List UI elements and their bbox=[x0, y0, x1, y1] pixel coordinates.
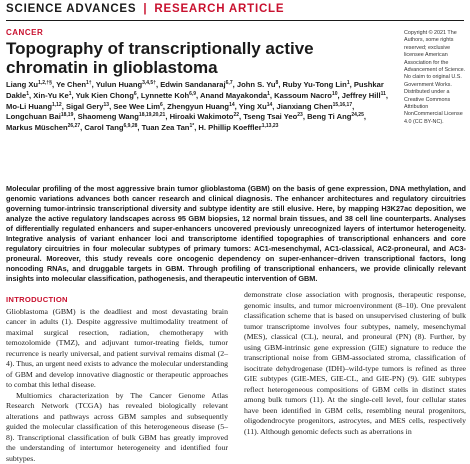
author-name: Yuk Kien Chong bbox=[76, 91, 134, 100]
author[interactable] bbox=[274, 91, 337, 100]
author-name: Ruby Yu-Tong Lin bbox=[283, 80, 347, 89]
author-name: Hiroaki Wakimoto bbox=[170, 112, 234, 121]
author[interactable] bbox=[277, 102, 353, 111]
masthead-separator: | bbox=[143, 3, 147, 15]
journal-masthead bbox=[6, 3, 464, 15]
author[interactable] bbox=[84, 123, 137, 132]
author-name: Ye Chen bbox=[56, 80, 86, 89]
author[interactable] bbox=[142, 123, 195, 132]
author[interactable] bbox=[243, 112, 303, 121]
author[interactable] bbox=[342, 91, 386, 100]
author-affiliation: 1,12 bbox=[52, 102, 62, 108]
intro-paragraph-2: Multiomics characterization by The Cancer Genome Atlas Research Network (TCGA) has revealed biologically relevant alterations and pathways across GBM samples and subsequently guided the molecular classification of this heterogeneous disease (5–8). Transcriptional classification of bulk GBM has greatly improved the understanding of intertumor heterogeneity and identified four subtypes. bbox=[6, 391, 228, 464]
author-list: Liang $Xu^{1,2,\dagger\S}$, Ye Chen$^{1\dagger}$, Yulun Huang$^{3,4,5\dagger}$, Edwin Sandanaraj$^{6,7}$, John S. Yu$^8$, Ruby Yu-Tong Lin$^1$, Pushkar Dakle$^1$, Xin-Yu Ke$^1$, Yuk Kien Chong$^6$, Lynnette Koh$^{6,9}$, Anand Mayakonda$^1$, Kassoum Nacro$^{10}$, Jeffrey Hill$^{11}$, Mo-Li Huang$^{1,12}$, Sigal Gery$^{13}$, See Wee Lim$^6$, Zhengyun Huang$^{14}$, Ying Xu$^{14}$, Jianxiang Chen$^{15,16,17}$, Longchuan Bai$^{18,19}$, Shaomeng Wang$^{18,19,20,21}$, Hiroaki Wakimoto$^{22}$, Tseng Tsai Yeo$^{23}$, Beng Ti Ang$^{24,25}$, Markus Müschen$^{26,27}$, Carol Tang$^{6,9,28}$, Tuan Zea Tan$^{1*}$, H. Phillip Koeffler$^{1,13,23}$ bbox=[6, 80, 394, 134]
author-affiliation: 26,27 bbox=[68, 123, 81, 129]
author[interactable] bbox=[76, 91, 137, 100]
author[interactable] bbox=[96, 80, 156, 89]
author-name: Xin-Yu Ke bbox=[33, 91, 68, 100]
author[interactable] bbox=[33, 91, 71, 100]
intro-paragraph-3: demonstrate close association with prognosis, therapeutic response, genomic insults, and tumor microenvironment (8–10). One prevalent classification scheme that is based on unsupervised clustering of bulk tumor transcriptome involves four subtypes, namely, mesenchymal (MES), classical (CL), neural, and proneural (PN) (8). Further, by using GBM-intrinsic gene expression (GIE) signature to reduce the transcriptional noise from GBM-associated stroma, classification of isocitrate dehydrogenase (IDH)–wild-type tumors is refined as three GIE subtypes (GIE-MES, GIE-CL, and GIE-PN) (9). GIE subtypes reflect heterogeneous compositions of GBM cells in distinct states among bulk tumors (11). At the single-cell level, four cellular states have been identified in GBM cells, resembling neural progenitors, oligodendrocyte progenitors, astrocytes, and MES cells, respectively (11). Although genomic defects such as aberrations in bbox=[244, 290, 466, 437]
subject-category[interactable]: CANCER bbox=[6, 28, 43, 37]
body-column-right bbox=[244, 290, 466, 428]
author-affiliation: 6 bbox=[134, 91, 137, 97]
author-name: See Wee Lim bbox=[113, 102, 160, 111]
author-affiliation: 1† bbox=[86, 80, 92, 86]
author[interactable] bbox=[167, 102, 235, 111]
author-name: Tseng Tsai Yeo bbox=[243, 112, 297, 121]
author-name: Liang Xu bbox=[6, 80, 38, 89]
author-affiliation: 1 bbox=[26, 91, 29, 97]
author[interactable] bbox=[237, 80, 278, 89]
author[interactable] bbox=[6, 123, 80, 132]
author[interactable] bbox=[6, 80, 52, 89]
author-affiliation: 1 bbox=[347, 80, 350, 86]
author-affiliation: 15,16,17 bbox=[333, 102, 352, 108]
section-heading-introduction: INTRODUCTION bbox=[6, 295, 228, 306]
body-column-left bbox=[6, 295, 228, 428]
author-name: John S. Yu bbox=[237, 80, 276, 89]
author-affiliation: 1 bbox=[69, 91, 72, 97]
author-name: Lynnette Koh bbox=[141, 91, 189, 100]
author-name: Jeffrey Hill bbox=[342, 91, 381, 100]
intro-paragraph-1: Glioblastoma (GBM) is the deadliest and most devastating brain cancer in adults (1). Despite aggressive multimodality treatment of maximal surgical resection, radiation, chemotherapy with temozolomide (TMZ), and adjuvant tumor-treating fields, tumor recurrence is nearly universal, and patient survival remains dismal (2–4). Thus, an urgent need exists to advance the molecular understanding of GBM and develop innovative diagnostic or therapeutic approaches to combat this lethal disease. bbox=[6, 307, 228, 391]
author[interactable] bbox=[239, 102, 273, 111]
author-affiliation: 1 bbox=[267, 91, 270, 97]
author-affiliation: 1* bbox=[189, 123, 194, 129]
author[interactable] bbox=[56, 80, 92, 89]
author-affiliation: 24,25 bbox=[351, 112, 364, 118]
author-name: Anand Mayakonda bbox=[200, 91, 267, 100]
author-affiliation: 8 bbox=[276, 80, 279, 86]
author[interactable] bbox=[6, 112, 73, 121]
author[interactable] bbox=[160, 80, 232, 89]
author-affiliation: 6,7 bbox=[226, 80, 233, 86]
author[interactable] bbox=[198, 123, 278, 132]
author-affiliation: 23 bbox=[297, 112, 303, 118]
author-name: Kassoum Nacro bbox=[274, 91, 332, 100]
author[interactable] bbox=[6, 102, 62, 111]
copyright-notice: Copyright © 2021 The Authors, some rights reserved; exclusive licensee American Association for the Advancement of Science. No claim to original U.S. Government Works. Distributed under a Creative Commons Attribution NonCommercial License 4.0 (CC BY-NC). bbox=[404, 30, 466, 126]
author[interactable] bbox=[66, 102, 109, 111]
author-name: Sigal Gery bbox=[66, 102, 104, 111]
author-name: H. Phillip Koeffler bbox=[198, 123, 261, 132]
author-affiliation: 13 bbox=[104, 102, 110, 108]
author-affiliation: 18,19,20,21 bbox=[139, 112, 165, 118]
author[interactable] bbox=[78, 112, 166, 121]
author-affiliation: 6,9 bbox=[189, 91, 196, 97]
author[interactable] bbox=[113, 102, 163, 111]
author-name: Beng Ti Ang bbox=[307, 112, 351, 121]
journal-name[interactable]: SCIENCE ADVANCES bbox=[6, 3, 136, 15]
author-name: Zhengyun Huang bbox=[167, 102, 229, 111]
author-name: Jianxiang Chen bbox=[277, 102, 333, 111]
author-name: Mo-Li Huang bbox=[6, 102, 52, 111]
author-name: Yulun Huang bbox=[96, 80, 142, 89]
author-affiliation: 3,4,5† bbox=[142, 80, 156, 86]
author-affiliation: 11 bbox=[381, 91, 386, 97]
author[interactable] bbox=[307, 112, 364, 121]
author-affiliation: 10 bbox=[332, 91, 338, 97]
author-name: Edwin Sandanaraj bbox=[160, 80, 225, 89]
author-name: Shaomeng Wang bbox=[78, 112, 139, 121]
author-affiliation: 6,9,28 bbox=[123, 123, 137, 129]
author-name: Carol Tang bbox=[84, 123, 123, 132]
author-affiliation: 14 bbox=[267, 102, 273, 108]
abstract: Molecular profiling of the most aggressive brain tumor glioblastoma (GBM) on the basis of gene expression, DNA methylation, and genomic variations advances both cancer research and clinical diagnosis. The enhancer architectures and regulatory circuitries governing tumor-intrinsic transcriptional diversity and subtype identity are still elusive. Here, by mapping H3K27ac deposition, we analyze the active regulatory landscapes across 95 GBM biopsies, 12 normal brain tissues, and 38 cell line counterparts. Analyses of differentially regulated enhancers and super-enhancers uncovered previously unrecognized layers of intertumor heterogeneity. Integrative analysis of variant enhancer loci and transcriptome identified topographies of transcriptional enhancers and core regulatory circuitries in four molecular subtypes of primary tumors: AC1-mesenchymal, AC1-classical, AC2-proneural, and AC3-proneural. Moreover, this study reveals core oncogenic dependency on super-enhancer–driven transcriptional factors, long noncoding RNAs, and druggable targets in GBM. Through profiling of transcriptional enhancers, we provide clinically relevant insights into molecular classification, pathogenesis, and therapeutic intervention of GBM. bbox=[6, 184, 466, 284]
author[interactable] bbox=[170, 112, 239, 121]
author-name: Ying Xu bbox=[239, 102, 267, 111]
author-name: Pushkar Dakle bbox=[6, 80, 384, 100]
article-type: RESEARCH ARTICLE bbox=[154, 3, 284, 15]
author-affiliation: 18,19 bbox=[61, 112, 74, 118]
article-title: Topography of transcriptionally active chromatin in glioblastoma bbox=[6, 39, 386, 77]
author-name: Tuan Zea Tan bbox=[142, 123, 190, 132]
author-name: Markus Müschen bbox=[6, 123, 68, 132]
author-affiliation: 14 bbox=[229, 102, 235, 108]
masthead-rule bbox=[6, 20, 464, 21]
author[interactable] bbox=[141, 91, 196, 100]
author-affiliation: 6 bbox=[160, 102, 163, 108]
author[interactable] bbox=[200, 91, 270, 100]
author-affiliation: 1,2,†§ bbox=[38, 80, 52, 86]
author-affiliation: 1,13,23 bbox=[262, 123, 279, 129]
author-name: Longchuan Bai bbox=[6, 112, 61, 121]
author[interactable] bbox=[283, 80, 350, 89]
author-affiliation: 22 bbox=[233, 112, 239, 118]
